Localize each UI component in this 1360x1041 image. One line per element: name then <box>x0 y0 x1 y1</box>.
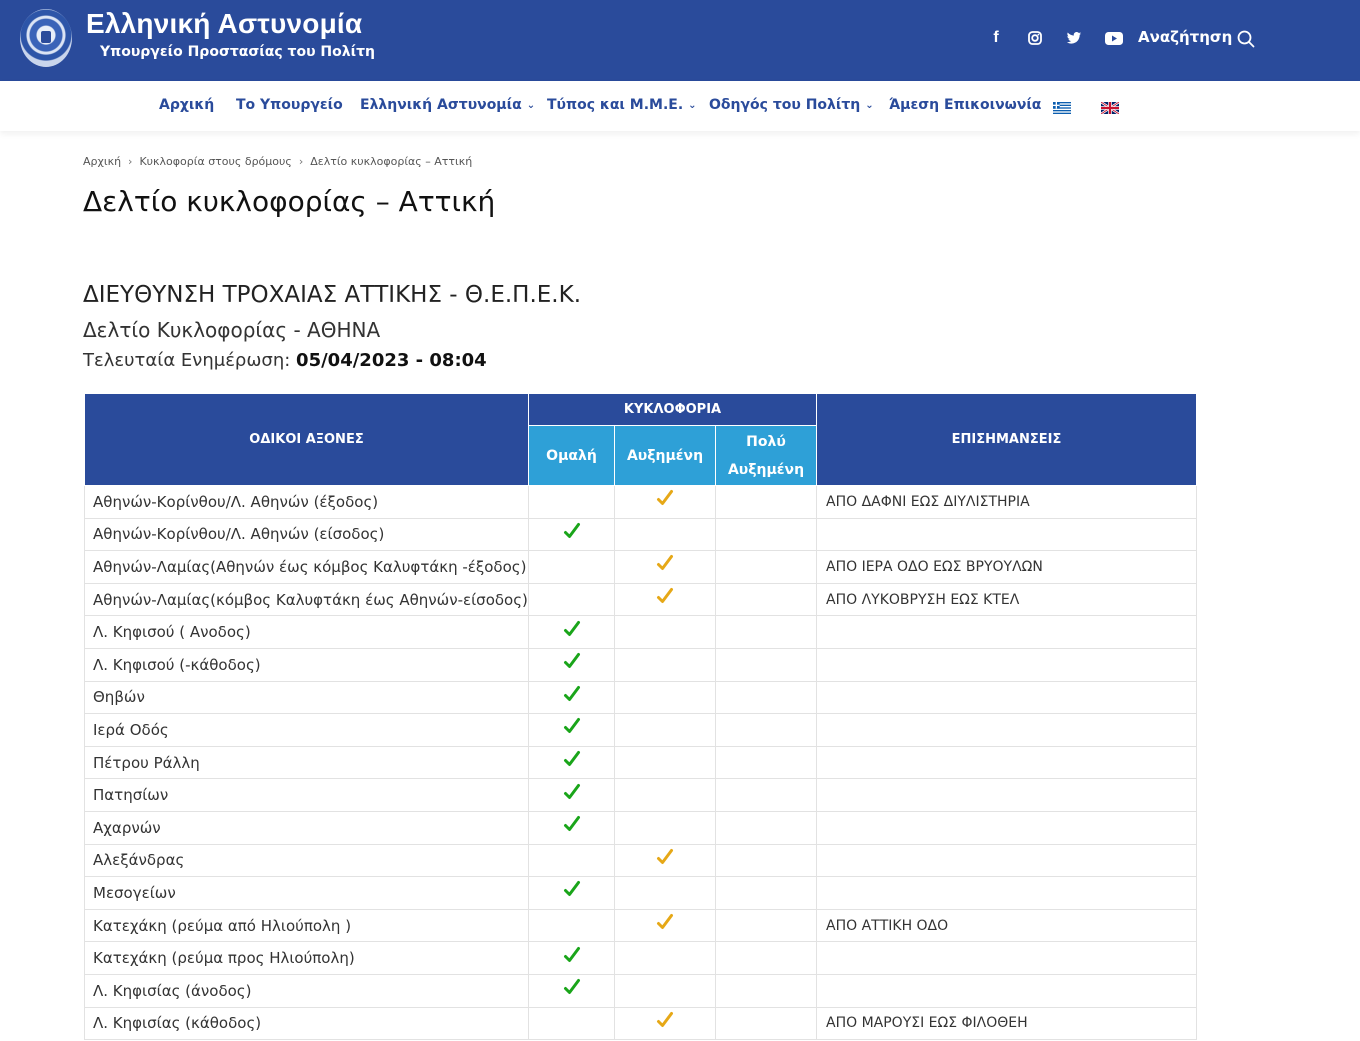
brand-title[interactable]: Ελληνική Αστυνομία <box>86 8 363 39</box>
nav-item-hellenic-police[interactable]: Ελληνική Αστυνομία ⌄ <box>360 97 536 113</box>
nav-item-ministry[interactable]: Το Υπουργείο <box>236 97 343 113</box>
last-updated <box>83 350 487 371</box>
status-cell-normal <box>529 681 615 714</box>
checkmark-icon <box>655 1010 675 1030</box>
status-cell-increased <box>615 1007 716 1040</box>
header-normal: Ομαλή <box>529 426 615 486</box>
status-cell-normal <box>529 779 615 812</box>
note-cell <box>817 811 1197 844</box>
department-heading: ΔΙΕΥΘΥΝΣΗ ΤΡΟΧΑΙΑΣ ΑΤΤΙΚΗΣ - Θ.Ε.Π.Ε.Κ. <box>83 282 582 308</box>
checkmark-icon <box>655 586 675 606</box>
status-cell-normal <box>529 909 615 942</box>
status-cell-very-increased <box>716 909 817 942</box>
table-row <box>85 616 1197 649</box>
status-cell-very-increased <box>716 648 817 681</box>
status-cell-increased <box>615 648 716 681</box>
status-cell-increased <box>615 583 716 616</box>
road-name-cell: Αθηνών-Κορίνθου/Λ. Αθηνών (έξοδος) <box>85 486 529 519</box>
checkmark-icon <box>562 521 582 541</box>
road-name-cell: Πατησίων <box>85 779 529 812</box>
chevron-down-icon: ⌄ <box>526 100 536 111</box>
status-cell-very-increased <box>716 779 817 812</box>
status-cell-very-increased <box>716 1007 817 1040</box>
checkmark-icon <box>655 553 675 573</box>
status-cell-normal <box>529 974 615 1007</box>
chevron-down-icon: ⌄ <box>865 100 874 111</box>
status-cell-normal <box>529 616 615 649</box>
header-roads: ΟΔΙΚΟΙ ΑΞΟΝΕΣ <box>85 394 529 486</box>
status-cell-increased <box>615 844 716 877</box>
status-cell-very-increased <box>716 486 817 519</box>
twitter-icon[interactable] <box>1065 28 1083 48</box>
checkmark-icon <box>655 488 675 508</box>
note-cell <box>817 779 1197 812</box>
status-cell-normal <box>529 811 615 844</box>
status-cell-very-increased <box>716 811 817 844</box>
note-cell <box>817 942 1197 975</box>
status-cell-increased <box>615 551 716 584</box>
status-cell-increased <box>615 974 716 1007</box>
nav-item-home[interactable]: Αρχική <box>159 97 215 113</box>
status-cell-increased <box>615 877 716 910</box>
note-cell: ΑΠΟ ΜΑΡΟΥΣΙ ΕΩΣ ΦΙΛΟΘΕΗ <box>817 1007 1197 1040</box>
table-row <box>85 811 1197 844</box>
road-name-cell: Λ. Κηφισού ( Ανοδος) <box>85 616 529 649</box>
road-name-cell: Ιερά Οδός <box>85 714 529 747</box>
page-title: Δελτίο κυκλοφορίας – Αττική <box>83 185 496 218</box>
note-cell <box>817 648 1197 681</box>
status-cell-normal <box>529 1007 615 1040</box>
note-cell <box>817 746 1197 779</box>
nav-item-direct-contact[interactable]: Άμεση Επικοινωνία <box>889 97 1042 113</box>
status-cell-normal <box>529 551 615 584</box>
status-cell-increased <box>615 616 716 649</box>
table-row <box>85 648 1197 681</box>
table-row <box>85 746 1197 779</box>
uk-flag-icon[interactable] <box>1101 99 1119 111</box>
checkmark-icon <box>562 977 582 997</box>
site-header <box>0 0 1360 81</box>
checkmark-icon <box>562 945 582 965</box>
note-cell: ΑΠΟ ΑΤΤΙΚΗ ΟΔΟ <box>817 909 1197 942</box>
traffic-table <box>84 393 1197 1040</box>
status-cell-normal <box>529 877 615 910</box>
bulletin-subtitle: Δελτίο Κυκλοφορίας - ΑΘΗΝΑ <box>83 318 381 342</box>
status-cell-increased <box>615 714 716 747</box>
road-name-cell: Λ. Κηφισίας (κάθοδος) <box>85 1007 529 1040</box>
status-cell-very-increased <box>716 844 817 877</box>
status-cell-normal <box>529 486 615 519</box>
status-cell-very-increased <box>716 714 817 747</box>
checkmark-icon <box>562 619 582 639</box>
status-cell-increased <box>615 811 716 844</box>
facebook-icon[interactable]: f <box>993 29 999 46</box>
breadcrumb-separator-icon: › <box>128 155 133 168</box>
table-row <box>85 877 1197 910</box>
road-name-cell: Λ. Κηφισού (-κάθοδος) <box>85 648 529 681</box>
status-cell-normal <box>529 583 615 616</box>
table-row <box>85 551 1197 584</box>
status-cell-very-increased <box>716 583 817 616</box>
road-name-cell: Κατεχάκη (ρεύμα προς Ηλιούπολη) <box>85 942 529 975</box>
table-row <box>85 779 1197 812</box>
status-cell-very-increased <box>716 616 817 649</box>
note-cell <box>817 974 1197 1007</box>
status-cell-normal <box>529 648 615 681</box>
table-row <box>85 583 1197 616</box>
header-very-increased-line2: Αυξημένη <box>727 461 805 478</box>
road-name-cell: Πέτρου Ράλλη <box>85 746 529 779</box>
search-label[interactable]: Αναζήτηση <box>1138 28 1233 46</box>
police-emblem-logo[interactable] <box>20 9 72 67</box>
table-row <box>85 681 1197 714</box>
nav-item-press-media[interactable]: Τύπος και Μ.Μ.Ε. ⌄ <box>547 97 697 113</box>
breadcrumb <box>83 155 472 168</box>
table-row <box>85 844 1197 877</box>
checkmark-icon <box>655 912 675 932</box>
status-cell-increased <box>615 746 716 779</box>
status-cell-very-increased <box>716 551 817 584</box>
header-traffic: ΚΥΚΛΟΦΟΡΙΑ <box>529 394 817 426</box>
table-row <box>85 1007 1197 1040</box>
road-name-cell: Μεσογείων <box>85 877 529 910</box>
status-cell-very-increased <box>716 518 817 551</box>
instagram-icon[interactable] <box>1027 28 1043 48</box>
chevron-down-icon: ⌄ <box>688 100 697 111</box>
breadcrumb-traffic[interactable]: Κυκλοφορία στους δρόμους <box>139 155 292 168</box>
road-name-cell: Λ. Κηφισίας (άνοδος) <box>85 974 529 1007</box>
road-name-cell: Αθηνών-Λαμίας(κόμβος Καλυφτάκη έως Αθηνών-είσοδος) <box>85 583 529 616</box>
note-cell: ΑΠΟ ΔΑΦΝΙ ΕΩΣ ΔΙΥΛΙΣΤΗΡΙΑ <box>817 486 1197 519</box>
status-cell-normal <box>529 746 615 779</box>
road-name-cell: Αχαρνών <box>85 811 529 844</box>
status-cell-very-increased <box>716 974 817 1007</box>
checkmark-icon <box>562 782 582 802</box>
status-cell-increased <box>615 909 716 942</box>
table-row <box>85 486 1197 519</box>
greek-flag-icon[interactable] <box>1053 99 1071 111</box>
status-cell-increased <box>615 486 716 519</box>
header-very-increased <box>716 426 817 486</box>
note-cell: ΑΠΟ ΛΥΚΟΒΡΥΣΗ ΕΩΣ ΚΤΕΛ <box>817 583 1197 616</box>
status-cell-very-increased <box>716 877 817 910</box>
status-cell-very-increased <box>716 681 817 714</box>
status-cell-increased <box>615 681 716 714</box>
road-name-cell: Κατεχάκη (ρεύμα από Ηλιούπολη ) <box>85 909 529 942</box>
last-updated-label: Τελευταία Ενημέρωση: <box>83 350 291 371</box>
status-cell-normal <box>529 714 615 747</box>
checkmark-icon <box>562 651 582 671</box>
note-cell: ΑΠΟ ΙΕΡΑ ΟΔΟ ΕΩΣ ΒΡΥΟΥΛΩΝ <box>817 551 1197 584</box>
nav-item-citizen-guide[interactable]: Οδηγός του Πολίτη ⌄ <box>709 97 874 113</box>
status-cell-normal <box>529 844 615 877</box>
status-cell-very-increased <box>716 942 817 975</box>
status-cell-increased <box>615 518 716 551</box>
header-increased: Αυξημένη <box>615 426 716 486</box>
checkmark-icon <box>562 814 582 834</box>
checkmark-icon <box>562 684 582 704</box>
note-cell <box>817 877 1197 910</box>
checkmark-icon <box>562 716 582 736</box>
checkmark-icon <box>562 749 582 769</box>
note-cell <box>817 714 1197 747</box>
note-cell <box>817 844 1197 877</box>
note-cell <box>817 518 1197 551</box>
note-cell <box>817 616 1197 649</box>
breadcrumb-home[interactable]: Αρχική <box>83 155 122 168</box>
table-row <box>85 942 1197 975</box>
road-name-cell: Αθηνών-Κορίνθου/Λ. Αθηνών (είσοδος) <box>85 518 529 551</box>
road-name-cell: Θηβών <box>85 681 529 714</box>
status-cell-increased <box>615 779 716 812</box>
traffic-table-body <box>85 486 1197 1040</box>
header-notes: ΕΠΙΣΗΜΑΝΣΕΙΣ <box>817 394 1197 486</box>
checkmark-icon <box>562 879 582 899</box>
table-row <box>85 909 1197 942</box>
note-cell <box>817 681 1197 714</box>
header-very-increased-line1: Πολύ <box>746 433 786 450</box>
breadcrumb-current: Δελτίο κυκλοφορίας – Αττική <box>310 155 473 168</box>
checkmark-icon <box>655 847 675 867</box>
road-name-cell: Αθηνών-Λαμίας(Αθηνών έως κόμβος Καλυφτάκη -έξοδος) <box>85 551 529 584</box>
brand-subtitle[interactable]: Υπουργείο Προστασίας του Πολίτη <box>100 44 375 60</box>
status-cell-normal <box>529 942 615 975</box>
table-row <box>85 974 1197 1007</box>
status-cell-increased <box>615 942 716 975</box>
youtube-icon[interactable] <box>1104 28 1124 48</box>
table-row <box>85 714 1197 747</box>
road-name-cell: Αλεξάνδρας <box>85 844 529 877</box>
last-updated-value: 05/04/2023 - 08:04 <box>296 350 487 371</box>
search-icon[interactable] <box>1237 30 1255 48</box>
status-cell-very-increased <box>716 746 817 779</box>
table-row <box>85 518 1197 551</box>
breadcrumb-separator-icon: › <box>298 155 304 168</box>
status-cell-normal <box>529 518 615 551</box>
